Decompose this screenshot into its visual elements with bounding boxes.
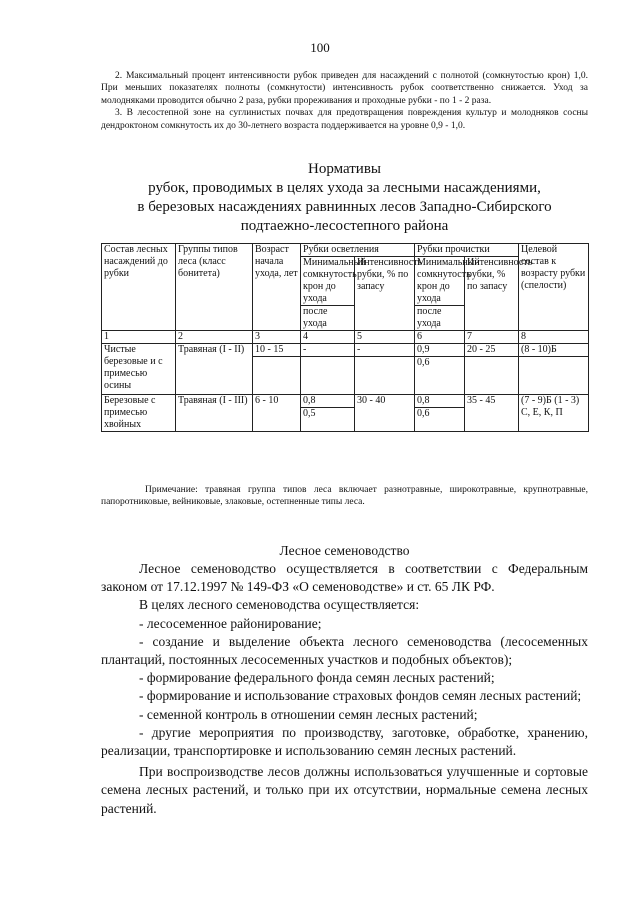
list-item: - формирование и использование страховых фондов семян лесных растений; [139,688,582,704]
heading-line-2: рубок, проводимых в целях ухода за лесными насаждениями, [148,180,541,196]
header-osv-min-after: после ухода [301,306,355,331]
header-forest-group: Группы типов леса (класс бонитета) [176,244,253,331]
norms-table [101,243,589,432]
cell-empty [301,357,355,395]
cell-start-age: 6 - 10 [253,395,301,432]
cell-empty [253,357,301,395]
cell-pro-min-before: 0,9 [415,344,465,357]
list-item: - лесосеменное районирование; [139,615,322,631]
header-osv-min-before: Минимальный сомкнутость крон до ухода [301,257,355,306]
footnotes [101,70,588,132]
table-row [102,344,589,357]
page-number: 100 [310,40,330,55]
list-item: - формирование федерального фонда семян лесных растений; [139,670,495,686]
header-prochistka: Рубки прочистки [415,244,519,257]
heading-line-4: подтаежно-лесостепного района [240,218,449,234]
col-number: 5 [355,331,415,344]
col-number: 8 [519,331,589,344]
cell-pro-intensity: 20 - 25 [465,344,519,357]
paragraph-intro: Лесное семеноводство осуществляется в соответствии с Федеральным законом от 17.12.1997 № 149-ФЗ «О семеноводстве» и ст. 65 ЛК РФ. [101,561,588,595]
section-body [101,560,588,818]
cell-forest-group: Травяная (I - III) [176,395,253,432]
header-pro-min-before: Минимальный сомкнутость крон до ухода [415,257,465,306]
cell-pro-min-after: 0,6 [415,408,465,432]
footnote-3: 3. В лесостепной зоне на суглинистых почвах для предотвращения повреждения культур и молодняков сосны дендроктоном сомкнутость их до 30-летнего возраста поддерживается на уровне 0,9 - 1,0. [101,108,588,131]
paragraph-closing: При воспроизводстве лесов должны использоваться улучшенные и сортовые семена лесных растений, и только при их отсутствии, нормальные семена лесных растений. [101,764,588,816]
header-target: Целевой состав к возрасту рубки (спелости) [519,244,589,331]
col-number: 2 [176,331,253,344]
col-number: 7 [465,331,519,344]
col-number: 4 [301,331,355,344]
footnote-2: 2. Максимальный процент интенсивности рубок приведен для насаждений с полнотой (сомкнутостью крон) 1,0. При меньших показателях полноты (сомкнутости) интенсивность рубок соответственно снижается. Уход за молодняками проводится обычно 2 раза, рубки прореживания и проходные рубки - по 1 - 2 раза. [101,71,588,106]
table-row [102,395,589,408]
cell-osv-intensity: 30 - 40 [355,395,415,432]
header-osv-intensity: Интенсивность рубки, % по запасу [355,257,415,331]
cell-start-age: 10 - 15 [253,344,301,357]
cell-empty [355,357,415,395]
heading-line-3: в березовых насаждениях равнинных лесов Западно-Сибирского [137,199,552,215]
table-heading [101,160,588,236]
header-osvetlenie: Рубки осветления [301,244,415,257]
cell-composition: Чистые березовые и с примесью осины [102,344,176,395]
cell-target: (7 - 9)Б (1 - 3) С, Е, К, П [519,395,589,432]
cell-osv-min: - [301,344,355,357]
col-number: 3 [253,331,301,344]
heading-line-1: Нормативы [307,161,381,177]
paragraph-list-intro: В целях лесного семеноводства осуществляется: [139,597,420,613]
cell-osv-min-before: 0,8 [301,395,355,408]
cell-forest-group: Травяная (I - II) [176,344,253,395]
cell-osv-min-after: 0,5 [301,408,355,432]
cell-empty [519,357,589,395]
cell-target: (8 - 10)Б [519,344,589,357]
table-header-row [102,244,589,257]
list-item: - создание и выделение объекта лесного семеноводства (лесосеменных плантаций, постоянных лесосеменных участков и подобных объектов); [101,633,588,668]
header-start-age: Возраст начала ухода, лет [253,244,301,331]
cell-pro-intensity: 35 - 45 [465,395,519,432]
cell-osv-intensity: - [355,344,415,357]
list-item: - семенной контроль в отношении семян лесных растений; [139,706,478,722]
col-number: 6 [415,331,465,344]
col-number: 1 [102,331,176,344]
list-item: - другие мероприятия по производству, заготовке, обработке, хранению, реализации, транспортировке и использованию семян лесных растений. [101,724,588,759]
cell-pro-min-before: 0,8 [415,395,465,408]
table-remark: Примечание: травяная группа типов леса включает разнотравные, широкотравные, крупнотравные, папоротниковые, вейниковые, злаковые, остепненные типы леса. [101,485,588,508]
header-pro-min-after: после ухода [415,306,465,331]
cell-pro-min-after: 0,6 [415,357,465,395]
section-title: Лесное семеноводство [279,543,410,558]
header-pro-intensity: Интенсивность рубки, % по запасу [465,257,519,331]
table-number-row [102,331,589,344]
cell-composition: Березовые с примесью хвойных [102,395,176,432]
cell-empty [465,357,519,395]
header-composition: Состав лесных насаждений до рубки [102,244,176,331]
